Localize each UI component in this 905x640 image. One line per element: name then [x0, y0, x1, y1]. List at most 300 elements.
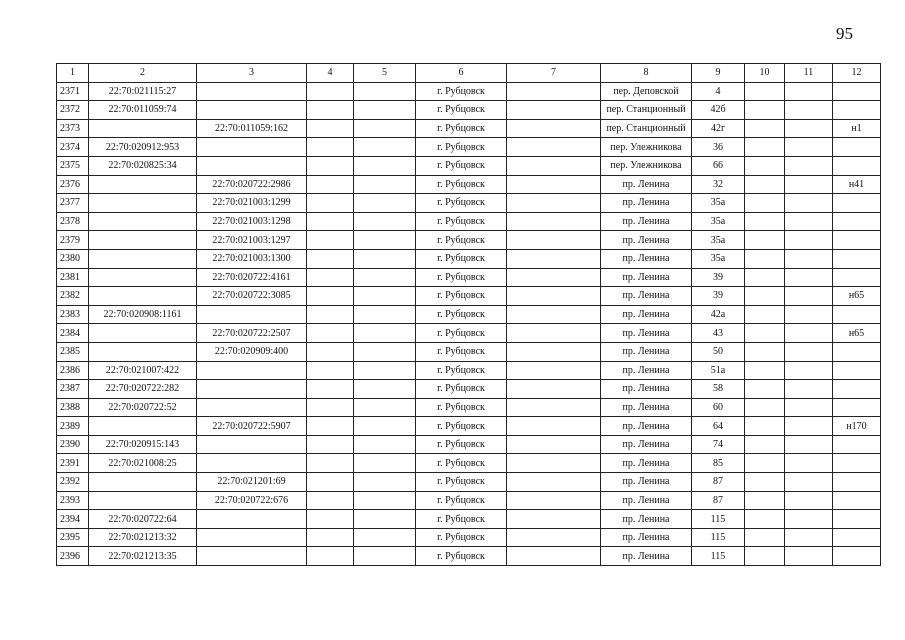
table-row [57, 138, 881, 157]
cell-col-10 [745, 305, 785, 324]
column-header-11: 11 [785, 64, 833, 83]
cell-col-10 [745, 101, 785, 120]
cell-col-7 [507, 528, 601, 547]
cell-col-7 [507, 547, 601, 566]
cell-street: пр. Ленина [601, 231, 692, 250]
cell-row-number: 2393 [57, 491, 89, 510]
cell-col-11 [785, 101, 833, 120]
cell-col-5 [354, 454, 416, 473]
cell-col-11 [785, 194, 833, 213]
table-row [57, 547, 881, 566]
cell-col-11 [785, 138, 833, 157]
cell-col-11 [785, 287, 833, 306]
cell-col-10 [745, 138, 785, 157]
cell-note [833, 194, 881, 213]
cell-cadastral-number-land [89, 268, 197, 287]
cell-cadastral-number-building [197, 305, 307, 324]
cell-cadastral-number-building [197, 547, 307, 566]
table-row [57, 212, 881, 231]
cell-street: пр. Ленина [601, 249, 692, 268]
table-row [57, 435, 881, 454]
cell-col-5 [354, 175, 416, 194]
cell-col-4 [307, 249, 354, 268]
cell-row-number: 2395 [57, 528, 89, 547]
cell-cadastral-number-building: 22:70:020722:5907 [197, 417, 307, 436]
cell-col-10 [745, 473, 785, 492]
cell-col-4 [307, 380, 354, 399]
cell-col-10 [745, 212, 785, 231]
cell-col-11 [785, 156, 833, 175]
cell-col-5 [354, 212, 416, 231]
cell-house-number: 51а [692, 361, 745, 380]
cell-col-5 [354, 82, 416, 101]
cell-street: пр. Ленина [601, 454, 692, 473]
cell-cadastral-number-building [197, 454, 307, 473]
cell-row-number: 2372 [57, 101, 89, 120]
cell-street: пр. Ленина [601, 342, 692, 361]
cell-house-number: 42а [692, 305, 745, 324]
cell-settlement: г. Рубцовск [416, 305, 507, 324]
cell-house-number: 74 [692, 435, 745, 454]
column-header-5: 5 [354, 64, 416, 83]
cell-street: пер. Деповской [601, 82, 692, 101]
cell-settlement: г. Рубцовск [416, 473, 507, 492]
column-header-10: 10 [745, 64, 785, 83]
cell-row-number: 2377 [57, 194, 89, 213]
cell-col-10 [745, 361, 785, 380]
cell-col-10 [745, 547, 785, 566]
cell-street: пр. Ленина [601, 194, 692, 213]
cell-col-5 [354, 361, 416, 380]
cell-house-number: 115 [692, 528, 745, 547]
cell-note: н65 [833, 287, 881, 306]
cell-house-number: 58 [692, 380, 745, 399]
cell-col-4 [307, 119, 354, 138]
cell-row-number: 2390 [57, 435, 89, 454]
table-row [57, 510, 881, 529]
cell-col-11 [785, 175, 833, 194]
cell-note [833, 268, 881, 287]
cell-cadastral-number-land: 22:70:021213:35 [89, 547, 197, 566]
cell-note [833, 454, 881, 473]
cell-street: пр. Ленина [601, 528, 692, 547]
cell-street: пр. Ленина [601, 417, 692, 436]
cell-note [833, 342, 881, 361]
cell-col-11 [785, 82, 833, 101]
cell-row-number: 2389 [57, 417, 89, 436]
cell-note [833, 473, 881, 492]
cell-note [833, 305, 881, 324]
cell-house-number: 66 [692, 156, 745, 175]
cell-note [833, 138, 881, 157]
cell-col-11 [785, 324, 833, 343]
cell-row-number: 2376 [57, 175, 89, 194]
cell-col-11 [785, 249, 833, 268]
cell-note: н1 [833, 119, 881, 138]
column-header-2: 2 [89, 64, 197, 83]
cell-settlement: г. Рубцовск [416, 82, 507, 101]
cell-cadastral-number-building: 22:70:021201:69 [197, 473, 307, 492]
cell-row-number: 2396 [57, 547, 89, 566]
cell-cadastral-number-building: 22:70:020722:3085 [197, 287, 307, 306]
cell-col-5 [354, 380, 416, 399]
cell-col-7 [507, 417, 601, 436]
cell-col-4 [307, 156, 354, 175]
cell-col-11 [785, 342, 833, 361]
cell-col-10 [745, 380, 785, 399]
cell-settlement: г. Рубцовск [416, 324, 507, 343]
cell-street: пр. Ленина [601, 324, 692, 343]
cell-settlement: г. Рубцовск [416, 231, 507, 250]
cell-col-5 [354, 491, 416, 510]
cell-note [833, 231, 881, 250]
cell-col-4 [307, 361, 354, 380]
cell-row-number: 2388 [57, 398, 89, 417]
table-row [57, 491, 881, 510]
cell-house-number: 42б [692, 101, 745, 120]
cell-street: пр. Ленина [601, 287, 692, 306]
cell-settlement: г. Рубцовск [416, 380, 507, 399]
cell-note [833, 156, 881, 175]
cell-cadastral-number-building: 22:70:011059:162 [197, 119, 307, 138]
cell-col-5 [354, 324, 416, 343]
cell-col-5 [354, 305, 416, 324]
cell-house-number: 85 [692, 454, 745, 473]
cell-row-number: 2383 [57, 305, 89, 324]
cell-col-5 [354, 101, 416, 120]
column-header-12: 12 [833, 64, 881, 83]
cell-col-5 [354, 268, 416, 287]
cell-row-number: 2371 [57, 82, 89, 101]
cell-cadastral-number-land [89, 212, 197, 231]
cell-col-10 [745, 249, 785, 268]
cell-note: н41 [833, 175, 881, 194]
page-number: 95 [836, 24, 853, 43]
cell-col-11 [785, 212, 833, 231]
cell-col-5 [354, 528, 416, 547]
cell-settlement: г. Рубцовск [416, 342, 507, 361]
cell-col-4 [307, 101, 354, 120]
cell-settlement: г. Рубцовск [416, 491, 507, 510]
cell-col-7 [507, 398, 601, 417]
cell-note [833, 212, 881, 231]
cell-cadastral-number-land [89, 231, 197, 250]
cell-col-4 [307, 305, 354, 324]
cell-col-11 [785, 547, 833, 566]
cell-col-10 [745, 528, 785, 547]
cell-col-4 [307, 268, 354, 287]
cell-col-11 [785, 231, 833, 250]
cell-row-number: 2379 [57, 231, 89, 250]
cell-row-number: 2394 [57, 510, 89, 529]
cell-house-number: 64 [692, 417, 745, 436]
cell-street: пр. Ленина [601, 380, 692, 399]
cell-cadastral-number-land: 22:70:020722:52 [89, 398, 197, 417]
cell-col-4 [307, 342, 354, 361]
cell-cadastral-number-building: 22:70:020722:676 [197, 491, 307, 510]
cell-col-10 [745, 268, 785, 287]
cell-col-7 [507, 435, 601, 454]
cell-col-11 [785, 491, 833, 510]
cell-row-number: 2382 [57, 287, 89, 306]
cell-col-4 [307, 212, 354, 231]
cell-settlement: г. Рубцовск [416, 101, 507, 120]
cell-cadastral-number-building [197, 82, 307, 101]
cell-note [833, 249, 881, 268]
cell-street: пр. Ленина [601, 398, 692, 417]
cell-col-5 [354, 194, 416, 213]
cell-col-7 [507, 342, 601, 361]
cell-col-5 [354, 417, 416, 436]
column-header-7: 7 [507, 64, 601, 83]
cell-row-number: 2374 [57, 138, 89, 157]
cell-cadastral-number-building: 22:70:021003:1300 [197, 249, 307, 268]
cell-col-11 [785, 510, 833, 529]
cell-street: пр. Ленина [601, 305, 692, 324]
cell-street: пр. Ленина [601, 212, 692, 231]
table-row [57, 119, 881, 138]
cell-house-number: 39 [692, 268, 745, 287]
cell-col-7 [507, 324, 601, 343]
table-row [57, 473, 881, 492]
cell-cadastral-number-building [197, 138, 307, 157]
table-row [57, 342, 881, 361]
cell-house-number: 115 [692, 510, 745, 529]
table-row [57, 175, 881, 194]
cell-cadastral-number-land: 22:70:020908:1161 [89, 305, 197, 324]
cell-col-5 [354, 473, 416, 492]
cell-street: пр. Ленина [601, 547, 692, 566]
cell-col-5 [354, 435, 416, 454]
cell-street: пр. Ленина [601, 175, 692, 194]
cell-settlement: г. Рубцовск [416, 268, 507, 287]
cell-col-5 [354, 398, 416, 417]
cell-cadastral-number-land: 22:70:020722:64 [89, 510, 197, 529]
cell-cadastral-number-land [89, 417, 197, 436]
cell-note: н170 [833, 417, 881, 436]
cell-col-11 [785, 268, 833, 287]
table-row [57, 231, 881, 250]
header-row [57, 64, 881, 83]
cell-col-4 [307, 138, 354, 157]
cell-cadastral-number-land: 22:70:021213:32 [89, 528, 197, 547]
cell-row-number: 2381 [57, 268, 89, 287]
cell-house-number: 60 [692, 398, 745, 417]
cell-col-7 [507, 231, 601, 250]
cell-row-number: 2391 [57, 454, 89, 473]
registry-table [56, 63, 881, 566]
cell-cadastral-number-land [89, 324, 197, 343]
cell-row-number: 2380 [57, 249, 89, 268]
cell-col-10 [745, 491, 785, 510]
cell-col-10 [745, 435, 785, 454]
cell-col-10 [745, 194, 785, 213]
cell-settlement: г. Рубцовск [416, 361, 507, 380]
table-body [57, 82, 881, 565]
cell-note: н65 [833, 324, 881, 343]
cell-house-number: 35а [692, 231, 745, 250]
cell-cadastral-number-land: 22:70:021115:27 [89, 82, 197, 101]
cell-cadastral-number-building [197, 380, 307, 399]
cell-cadastral-number-land: 22:70:020722:282 [89, 380, 197, 399]
cell-col-5 [354, 156, 416, 175]
column-header-4: 4 [307, 64, 354, 83]
cell-cadastral-number-land [89, 491, 197, 510]
cell-cadastral-number-building: 22:70:020722:2507 [197, 324, 307, 343]
cell-col-5 [354, 119, 416, 138]
cell-col-4 [307, 528, 354, 547]
cell-cadastral-number-land [89, 249, 197, 268]
cell-cadastral-number-land [89, 342, 197, 361]
cell-settlement: г. Рубцовск [416, 435, 507, 454]
table-row [57, 324, 881, 343]
cell-settlement: г. Рубцовск [416, 212, 507, 231]
table-row [57, 361, 881, 380]
cell-house-number: 4 [692, 82, 745, 101]
cell-settlement: г. Рубцовск [416, 528, 507, 547]
cell-note [833, 510, 881, 529]
cell-col-10 [745, 156, 785, 175]
cell-col-5 [354, 231, 416, 250]
cell-street: пр. Ленина [601, 491, 692, 510]
cell-street: пр. Ленина [601, 510, 692, 529]
cell-street: пр. Ленина [601, 435, 692, 454]
cell-col-4 [307, 473, 354, 492]
cell-street: пр. Ленина [601, 473, 692, 492]
cell-col-11 [785, 361, 833, 380]
cell-col-10 [745, 342, 785, 361]
cell-col-4 [307, 547, 354, 566]
table-row [57, 380, 881, 399]
cell-col-11 [785, 473, 833, 492]
cell-col-10 [745, 231, 785, 250]
cell-col-4 [307, 435, 354, 454]
cell-cadastral-number-building [197, 156, 307, 175]
cell-col-7 [507, 101, 601, 120]
cell-col-10 [745, 119, 785, 138]
cell-settlement: г. Рубцовск [416, 175, 507, 194]
cell-col-11 [785, 398, 833, 417]
cell-cadastral-number-land: 22:70:011059:74 [89, 101, 197, 120]
cell-cadastral-number-building: 22:70:020722:2986 [197, 175, 307, 194]
cell-col-10 [745, 417, 785, 436]
cell-col-5 [354, 287, 416, 306]
cell-settlement: г. Рубцовск [416, 417, 507, 436]
cell-cadastral-number-land [89, 119, 197, 138]
cell-col-7 [507, 156, 601, 175]
cell-col-11 [785, 454, 833, 473]
cell-note [833, 435, 881, 454]
cell-col-11 [785, 305, 833, 324]
cell-settlement: г. Рубцовск [416, 156, 507, 175]
cell-row-number: 2375 [57, 156, 89, 175]
table-row [57, 528, 881, 547]
table-row [57, 398, 881, 417]
cell-row-number: 2384 [57, 324, 89, 343]
cell-house-number: 39 [692, 287, 745, 306]
cell-col-7 [507, 510, 601, 529]
cell-cadastral-number-building: 22:70:020722:4161 [197, 268, 307, 287]
cell-cadastral-number-building [197, 435, 307, 454]
cell-street: пер. Станционный [601, 101, 692, 120]
cell-col-7 [507, 194, 601, 213]
cell-note [833, 491, 881, 510]
cell-note [833, 380, 881, 399]
cell-cadastral-number-building [197, 528, 307, 547]
cell-col-7 [507, 119, 601, 138]
cell-cadastral-number-building [197, 361, 307, 380]
cell-col-5 [354, 510, 416, 529]
cell-house-number: 35а [692, 194, 745, 213]
cell-street: пер. Улежникова [601, 138, 692, 157]
cell-street: пер. Станционный [601, 119, 692, 138]
cell-col-4 [307, 454, 354, 473]
cell-note [833, 82, 881, 101]
cell-cadastral-number-land [89, 473, 197, 492]
cell-col-5 [354, 138, 416, 157]
cell-note [833, 361, 881, 380]
cell-col-10 [745, 398, 785, 417]
cell-row-number: 2373 [57, 119, 89, 138]
cell-row-number: 2386 [57, 361, 89, 380]
table-row [57, 417, 881, 436]
cell-settlement: г. Рубцовск [416, 119, 507, 138]
table-header [57, 64, 881, 83]
cell-col-7 [507, 473, 601, 492]
cell-cadastral-number-land: 22:70:021008:25 [89, 454, 197, 473]
cell-row-number: 2378 [57, 212, 89, 231]
cell-col-7 [507, 268, 601, 287]
cell-col-10 [745, 287, 785, 306]
cell-note [833, 101, 881, 120]
cell-col-11 [785, 417, 833, 436]
cell-house-number: 87 [692, 491, 745, 510]
cell-cadastral-number-building [197, 510, 307, 529]
column-header-9: 9 [692, 64, 745, 83]
cell-col-7 [507, 454, 601, 473]
cell-settlement: г. Рубцовск [416, 249, 507, 268]
cell-col-7 [507, 212, 601, 231]
cell-cadastral-number-land [89, 287, 197, 306]
cell-col-4 [307, 417, 354, 436]
cell-col-5 [354, 342, 416, 361]
cell-col-4 [307, 194, 354, 213]
cell-note [833, 528, 881, 547]
cell-col-10 [745, 82, 785, 101]
cell-col-11 [785, 380, 833, 399]
column-header-6: 6 [416, 64, 507, 83]
cell-col-4 [307, 324, 354, 343]
cell-street: пр. Ленина [601, 361, 692, 380]
cell-col-7 [507, 491, 601, 510]
table-row [57, 101, 881, 120]
cell-col-5 [354, 547, 416, 566]
cell-settlement: г. Рубцовск [416, 398, 507, 417]
cell-settlement: г. Рубцовск [416, 138, 507, 157]
cell-note [833, 398, 881, 417]
cell-cadastral-number-building: 22:70:021003:1299 [197, 194, 307, 213]
cell-cadastral-number-building [197, 398, 307, 417]
cell-cadastral-number-land [89, 175, 197, 194]
cell-col-7 [507, 175, 601, 194]
cell-row-number: 2392 [57, 473, 89, 492]
table-row [57, 82, 881, 101]
cell-cadastral-number-land: 22:70:020915:143 [89, 435, 197, 454]
cell-col-7 [507, 249, 601, 268]
cell-col-10 [745, 510, 785, 529]
cell-col-11 [785, 528, 833, 547]
table-row [57, 249, 881, 268]
